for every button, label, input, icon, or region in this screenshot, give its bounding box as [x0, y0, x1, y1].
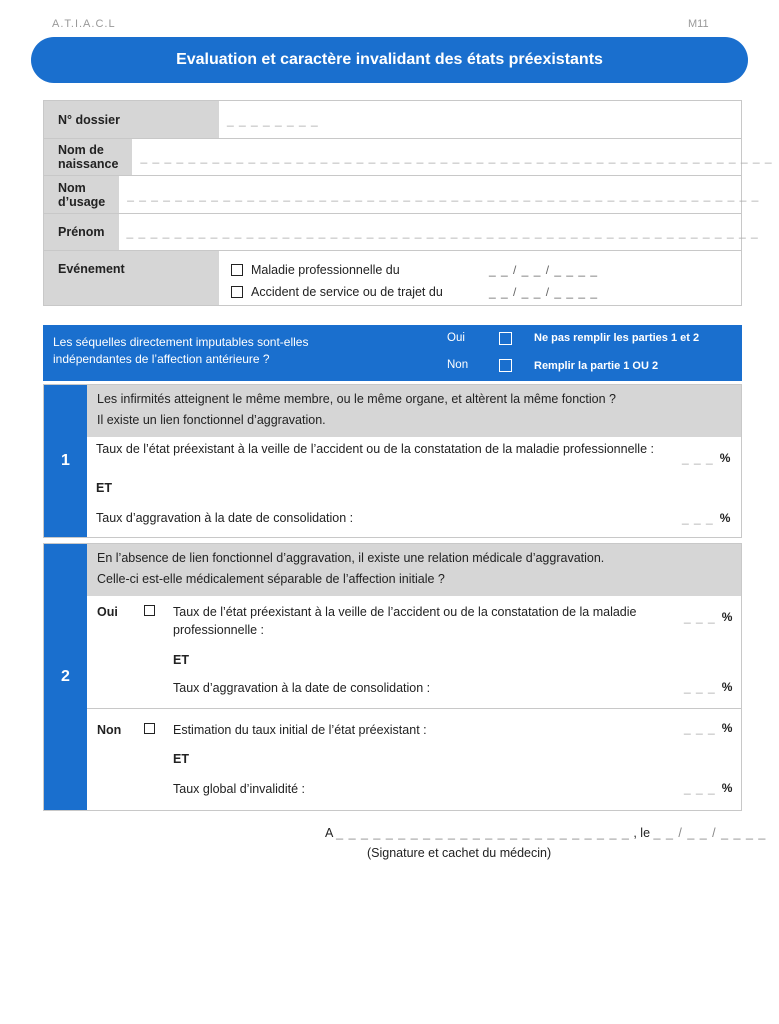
part-2-non-estimation: Estimation du taux initial de l’état préexistant :	[173, 723, 427, 737]
maladie-checkbox[interactable]	[231, 264, 243, 276]
signature-le: , le	[633, 826, 651, 840]
question-text: Les séquelles directement imputables sont-elles indépendantes de l’affection antérieure ?	[53, 335, 309, 366]
signature-caption: (Signature et cachet du médecin)	[367, 846, 552, 860]
part-1-taux-aggravation-field[interactable]: _ _ _ %	[682, 511, 732, 525]
part-1-header-line2: Il existe un lien fonctionnel d’aggravation.	[97, 413, 326, 427]
evenement-options	[221, 251, 741, 305]
part-2-oui-checkbox[interactable]	[144, 605, 155, 616]
part-1-section	[43, 384, 742, 538]
oui-checkbox[interactable]	[499, 332, 512, 345]
signature-line	[325, 826, 766, 840]
part-2-oui-label: Oui	[97, 605, 118, 619]
signature-place-field[interactable]: _ _ _ _ _ _ _ _ _ _ _ _ _ _ _ _ _ _ _ _ _ _ _ _	[336, 826, 630, 840]
row-nom-naissance	[44, 139, 773, 176]
option-accident	[231, 281, 731, 303]
identification-table	[43, 100, 773, 306]
naissance-label: Nom de naissance	[44, 139, 134, 175]
non-instruction: Remplir la partie 1 OU 2	[534, 360, 659, 372]
oui-label: Oui	[447, 332, 465, 344]
part-2-section	[43, 543, 742, 811]
org-name: A.T.I.A.C.L	[52, 18, 116, 30]
maladie-label: Maladie professionnelle du	[251, 263, 400, 277]
prenom-field[interactable]: _ _ _ _ _ _ _ _ _ _ _ _ _ _ _ _ _ _ _ _ _ _ _ _ _ _ _ _ _ _ _ _ _ _ _ _ _ _ _ _ _ _ _ _ _ _ _ _ _ _ _ _ _	[126, 225, 759, 239]
part-2-header	[87, 544, 741, 596]
row-dossier	[44, 101, 741, 139]
page-title: Evaluation et caractère invalidant des états préexistants	[31, 37, 748, 83]
part-2-number: 2	[44, 544, 87, 810]
maladie-date-field[interactable]: _ _ / _ _ / _ _ _ _	[489, 263, 599, 277]
part-1-header	[87, 385, 741, 437]
non-label: Non	[447, 359, 469, 371]
dossier-field[interactable]: _ _ _ _ _ _ _ _	[227, 112, 319, 127]
part-2-non-estimation-field[interactable]: _ _ _ %	[684, 721, 734, 735]
option-maladie	[231, 259, 731, 281]
part-1-taux-aggravation: Taux d’aggravation à la date de consolidation :	[96, 511, 354, 525]
part-2-header-line2: Celle-ci est-elle médicalement séparable de l’affection initiale ?	[97, 572, 445, 586]
part-2-header-line1: En l’absence de lien fonctionnel d’aggravation, il existe une relation médicale d’aggravation.	[97, 551, 605, 565]
row-prenom	[44, 214, 759, 251]
part-2-divider	[87, 708, 741, 709]
row-evenement	[44, 251, 741, 305]
part-2-oui-taux-aggravation-field[interactable]: _ _ _ %	[684, 680, 734, 694]
question-band	[43, 325, 742, 381]
part-2-oui-taux-preexistant-field[interactable]: _ _ _ %	[684, 610, 734, 624]
part-2-oui-et: ET	[173, 653, 189, 667]
signature-a: A	[325, 826, 333, 840]
part-2-oui-taux-preexistant: Taux de l’état préexistant à la veille de l’accident ou de la constatation de la maladie professionnelle :	[173, 605, 637, 637]
part-2-non-taux-global-field[interactable]: _ _ _ %	[684, 781, 734, 795]
row-nom-usage	[44, 176, 760, 214]
oui-instruction: Ne pas remplir les parties 1 et 2	[534, 332, 700, 344]
part-1-number: 1	[44, 385, 87, 537]
usage-field[interactable]: _ _ _ _ _ _ _ _ _ _ _ _ _ _ _ _ _ _ _ _ _ _ _ _ _ _ _ _ _ _ _ _ _ _ _ _ _ _ _ _ _ _ _ _ _ _ _ _ _ _ _ _ _	[127, 187, 760, 202]
prenom-label: Prénom	[44, 214, 121, 250]
part-1-taux-preexistant-field[interactable]: _ _ _ %	[682, 451, 732, 465]
part-2-non-taux-global: Taux global d’invalidité :	[173, 782, 306, 796]
usage-label: Nom d’usage	[44, 176, 121, 213]
accident-checkbox[interactable]	[231, 286, 243, 298]
part-2-non-checkbox[interactable]	[144, 723, 155, 734]
part-1-header-line1: Les infirmités atteignent le même membre, ou le même organe, et altèrent la même fonction ?	[97, 392, 617, 406]
part-1-et: ET	[96, 481, 112, 495]
accident-label: Accident de service ou de trajet du	[251, 285, 443, 299]
naissance-field[interactable]: _ _ _ _ _ _ _ _ _ _ _ _ _ _ _ _ _ _ _ _ _ _ _ _ _ _ _ _ _ _ _ _ _ _ _ _ _ _ _ _ _ _ _ _ _ _ _ _ _ _ _ _ _	[140, 150, 773, 164]
part-2-non-label: Non	[97, 723, 122, 737]
accident-date-field[interactable]: _ _ / _ _ / _ _ _ _	[489, 285, 599, 299]
part-1-taux-preexistant: Taux de l’état préexistant à la veille de l’accident ou de la constatation de la maladie professionnelle :	[96, 442, 654, 456]
evenement-label: Evénement	[44, 251, 221, 305]
form-code: M11	[688, 18, 709, 30]
signature-date-field[interactable]: _ _ / _ _ / _ _ _ _	[653, 826, 767, 840]
part-2-non-et: ET	[173, 752, 189, 766]
non-checkbox[interactable]	[499, 359, 512, 372]
part-2-oui-taux-aggravation: Taux d’aggravation à la date de consolidation :	[173, 681, 431, 695]
dossier-label: N° dossier	[44, 101, 221, 138]
